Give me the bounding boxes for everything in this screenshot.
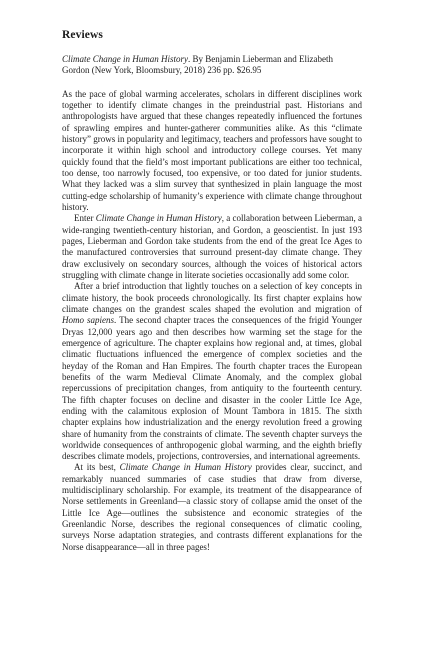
paragraph-text: . The second chapter traces the consequences of the frigid Younger Dryas 12,000 years ago and then describes how warming set the stage for the emergence of agriculture. The chapter explains how regional and, at times, global climatic fluctuations influenced the emergence of complex societies and the heyday of the Roman and Han Empires. The fourth chapter traces the European benefits of the warm Medieval Climate Anomaly, and the complex global repercussions of precipitation changes, from antiquity to the fourteenth century. The fifth chapter focuses on decline and disaster in the cooler Little Ice Age, ending with the calamitous explosion of Mount Tambora in 1815. The sixth chapter explains how industrialization and the energy revolution freed a growing share of humanity from the constraints of climate. The seventh chapter surveys the worldwide consequences of anthropogenic global warming, and the eighth briefly describes climate models, projections, controversies, and international agreements.	[62, 315, 362, 462]
review-body	[62, 54, 362, 553]
species-name: Homo sapiens	[62, 315, 115, 326]
review-paragraph	[62, 462, 362, 553]
paragraph-text: After a brief introduction that lightly touches on a selection of key concepts in climate history, the book proceeds chronologically. Its first chapter explains how climate changes on the grandest scales shaped the evolution and migration of	[62, 281, 362, 314]
book-title: Climate Change in Human History	[62, 54, 188, 64]
book-citation	[62, 54, 362, 77]
review-paragraph	[62, 89, 362, 214]
section-heading: Reviews	[62, 29, 103, 41]
paragraph-text: provides clear, succinct, and remarkably nuanced summaries of case studies that draw from diverse, multidisciplinary scholarship. For example, its treatment of the disappearance of Norse settlements in Greenland—a classic story of collapse amid the onset of the Little Ice Age—outlines the subsistence and economic strategies of the Greenlandic Norse, describes the regional consequences of climatic cooling, surveys Norse adaptation strategies, and contrasts different explanations for the Norse disappearance—all in three pages!	[62, 462, 362, 552]
review-paragraph	[62, 281, 362, 462]
paragraph-text: As the pace of global warming accelerates, scholars in different disciplines work together to identify climate changes in the preindustrial past. Historians and anthropologists have argued that these changes repeatedly influenced the fortunes of sprawling empires and hunter-gatherer communities alike. As this “climate history” grows in popularity and legitimacy, teachers and professors have sought to incorporate it within high school and introductory college courses. Yet many quickly found that the field’s most important publications are either too technical, too dense, too narrowly focused, too expensive, or too dated for junior students. What they lacked was a slim survey that synthesized in plain language the most cutting-edge scholarship of humanity’s experience with climate change throughout history.	[62, 88, 362, 212]
book-title-reference: Climate Change in Human History	[95, 213, 222, 224]
review-paragraph	[62, 213, 362, 281]
book-title-reference: Climate Change in Human History	[119, 462, 252, 473]
citation-details: . By Benjamin Lieberman and Elizabeth Gordon (New York, Bloomsbury, 2018) 236 pp. $26.95	[62, 54, 333, 76]
paragraph-text: Enter	[74, 213, 96, 224]
paragraph-text: , a collaboration between Lieberman, a wide-ranging twentieth-century historian, and Gordon, a geoscientist. In just 193 pages, Lieberman and Gordon take students from the end of the great Ice Ages to the manufactured controversies that surround present-day climate change. They draw exclusively on secondary sources, although the voices of historical actors struggling with climate change in literate societies occasionally add some color.	[62, 213, 362, 280]
paragraph-text: At its best,	[74, 462, 120, 473]
